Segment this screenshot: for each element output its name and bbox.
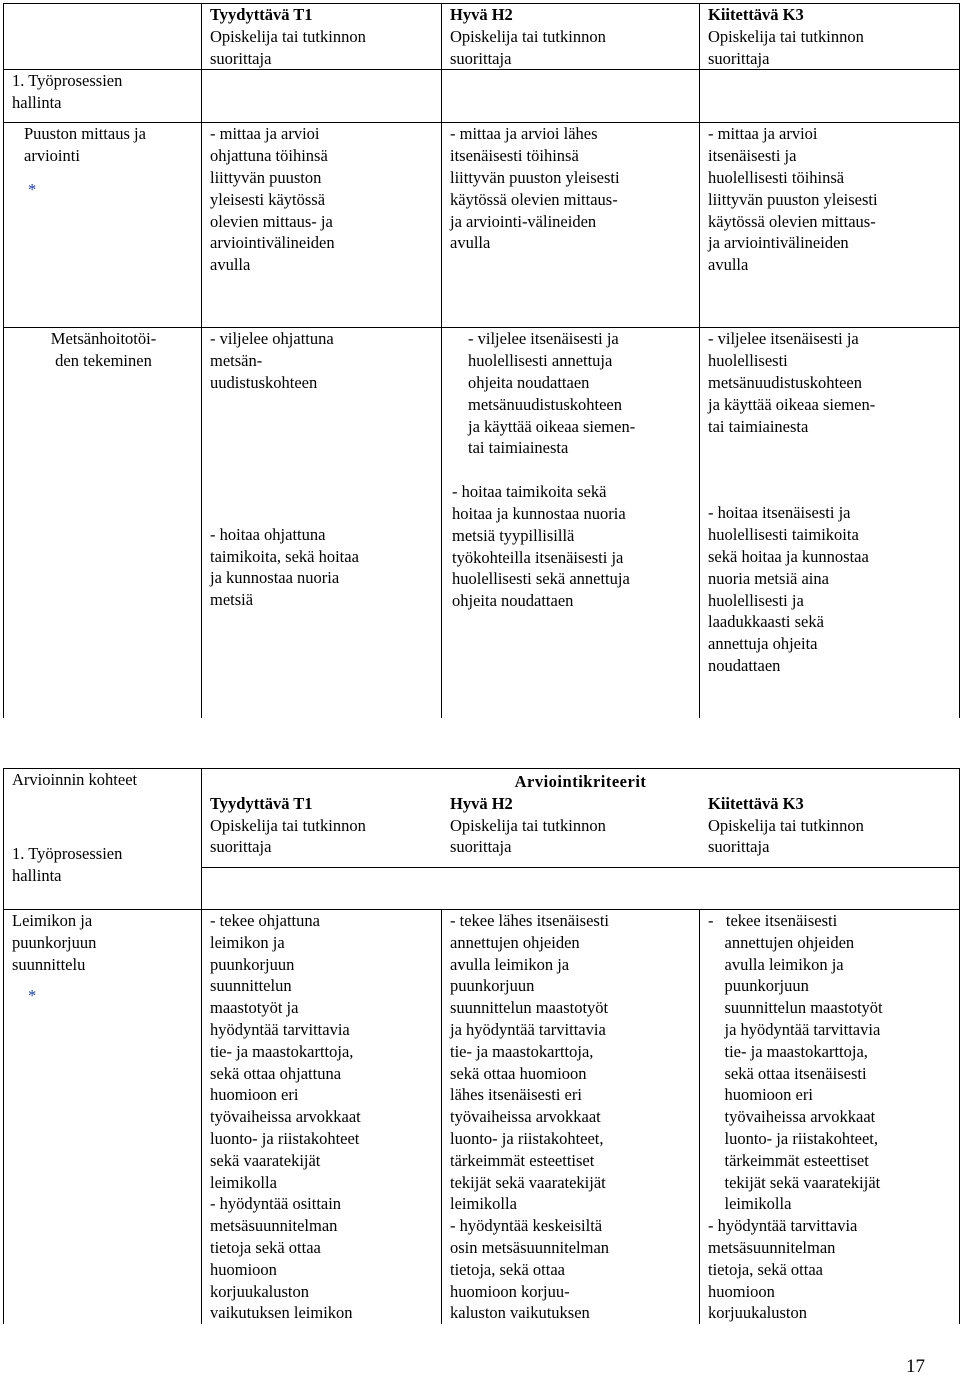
tier-k3-header <box>700 4 960 70</box>
tier-level: Kiitettävä K3 <box>708 793 804 813</box>
criteria-k3 <box>700 328 960 719</box>
tier-who: Opiskelija tai tutkinnon suorittaja <box>450 26 606 68</box>
criteria-t1 <box>202 328 442 719</box>
criteria-k3-b: - hoitaa itsenäisesti ja huolellisesti taimikoita sekä hoitaa ja kunnostaa nuoria metsiä aina huolellisesti ja laadukkaasti sekä annettuja ohjeita noudattaen <box>708 503 869 675</box>
section-label: 1. Työprosessien hallinta <box>12 843 123 885</box>
criteria-t1: - mittaa ja arvioi ohjattuna töihinsä liittyvän puuston yleisesti käytössä olevien mittaus- ja arviointivälineiden avulla <box>202 123 442 328</box>
tier-level: Tyydyttävä T1 <box>210 793 313 813</box>
tier-who: Opiskelija tai tutkinnon suorittaja <box>450 815 606 857</box>
tier-who: Opiskelija tai tutkinnon suorittaja <box>210 815 366 857</box>
tier-who: Opiskelija tai tutkinnon suorittaja <box>708 26 864 68</box>
tier-k3-header <box>708 793 938 858</box>
criteria-label-cell <box>4 910 202 1325</box>
tier-who: Opiskelija tai tutkinnon suorittaja <box>708 815 864 857</box>
criteria-h2: - mittaa ja arvioi lähes itsenäisesti töihinsä liittyvän puuston yleisesti käytössä olevien mittaus- ja arviointi-välineiden avulla <box>442 123 700 328</box>
criteria-t1-a: - viljelee ohjattuna metsän- uudistuskohteen <box>210 329 334 392</box>
criteria-label: Leimikon ja puunkorjuun suunnittelu <box>12 911 97 974</box>
tier-headers <box>210 793 951 858</box>
criteria-label-cell <box>4 123 202 328</box>
criteria-h2: - tekee lähes itsenäisesti annettujen ohjeiden avulla leimikon ja puunkorjuun suunnittelun maastotyöt ja hyödyntää tarvittavia tie- ja maastokarttoja, sekä ottaa huomioon lähes itsenäisesti eri työvaiheissa arvokkaat luonto- ja riistakohteet, tärkeimmät esteettiset tekijät sekä vaaratekijät leimikolla - hyödyntää keskeisiltä osin metsäsuunnitelman tietoja, sekä ottaa huomioon korjuu- kaluston vaikutuksen <box>442 910 700 1325</box>
criteria-h2 <box>442 328 700 719</box>
tier-h2-header <box>442 4 700 70</box>
page-number: 17 <box>906 1356 925 1377</box>
criteria-row-metsanhoito <box>4 328 960 719</box>
asterisk-marker: * <box>28 986 37 1006</box>
empty-cell <box>202 70 442 123</box>
col0-header: Arvioinnin kohteet <box>12 770 138 789</box>
empty-cell <box>700 70 960 123</box>
criteria-k3: - tekee itsenäisesti annettujen ohjeiden avulla leimikon ja puunkorjuun suunnittelun maastotyöt ja hyödyntää tarvittavia tie- ja maastokarttoja, sekä ottaa itsenäisesti huomioon eri työvaiheissa arvokkaat luonto- ja riistakohteet, tärkeimmät esteettiset tekijät sekä vaaratekijät leimikolla - hyödyntää tarvittavia metsäsuunnitelman tietoja, sekä ottaa huomioon korjuukaluston <box>700 910 960 1325</box>
tier-who: Opiskelija tai tutkinnon suorittaja <box>210 26 366 68</box>
empty-cell <box>442 70 700 123</box>
criteria-table-1 <box>3 3 960 718</box>
section-row <box>4 70 960 123</box>
empty-cell <box>202 868 960 910</box>
criteria-label: Metsänhoitotöi- den tekeminen <box>50 329 157 371</box>
tier-t1-header <box>202 4 442 70</box>
criteria-row-leimikon <box>4 910 960 1325</box>
corner-cell <box>4 4 202 70</box>
tier-header-row <box>4 769 960 868</box>
tier-level: Tyydyttävä T1 <box>210 5 313 24</box>
criteria-label: Puuston mittaus ja arviointi <box>24 124 146 166</box>
criteria-k3-a: - viljelee itsenäisesti ja huolellisesti metsänuudistuskohteen ja käyttää oikeaa siemen- tai taimiainesta <box>708 329 876 436</box>
criteria-t1-b: - hoitaa ohjattuna taimikoita, sekä hoitaa ja kunnostaa nuoria metsiä <box>210 524 359 610</box>
criteria-h2-b: - hoitaa taimikoita sekä hoitaa ja kunnostaa nuoria metsiä tyypillisillä työkohteilla itsenäisesti ja huolellisesti sekä annettuja ohjeita noudattaen <box>452 482 630 611</box>
criteria-header: Arviointikriteerit <box>514 772 647 791</box>
criteria-header-cell <box>202 769 960 868</box>
criteria-row-puuston <box>4 123 960 328</box>
criteria-h2-a: - viljelee itsenäisesti ja huolellisesti annettuja ohjeita noudattaen metsänuudistuskohteen ja käyttää oikeaa siemen- tai taimiainesta <box>468 329 636 458</box>
criteria-table-2 <box>3 768 960 1324</box>
criteria-label-cell <box>4 328 202 719</box>
section-label: 1. Työprosessien hallinta <box>4 70 202 123</box>
tier-t1-header <box>210 793 450 858</box>
criteria-t1: - tekee ohjattuna leimikon ja puunkorjuun suunnittelun maastotyöt ja hyödyntää tarvittavia tie- ja maastokarttoja, sekä ottaa ohjattuna huomioon eri työvaiheissa arvokkaat luonto- ja riistakohteet sekä vaaratekijät leimikolla - hyödyntää osittain metsäsuunnitelman tietoja sekä ottaa huomioon korjuukaluston vaikutuksen leimikon <box>202 910 442 1325</box>
criteria-k3: - mittaa ja arvioi itsenäisesti ja huolellisesti töihinsä liittyvän puuston yleisesti käytössä olevien mittaus- ja arviointivälineiden avulla <box>700 123 960 328</box>
tier-level: Hyvä H2 <box>450 5 513 24</box>
tier-h2-header <box>450 793 708 858</box>
tier-header-row <box>4 4 960 70</box>
tier-level: Hyvä H2 <box>450 793 513 813</box>
asterisk-marker: * <box>28 179 37 199</box>
tier-level: Kiitettävä K3 <box>708 5 804 24</box>
col0-header-cell <box>4 769 202 910</box>
